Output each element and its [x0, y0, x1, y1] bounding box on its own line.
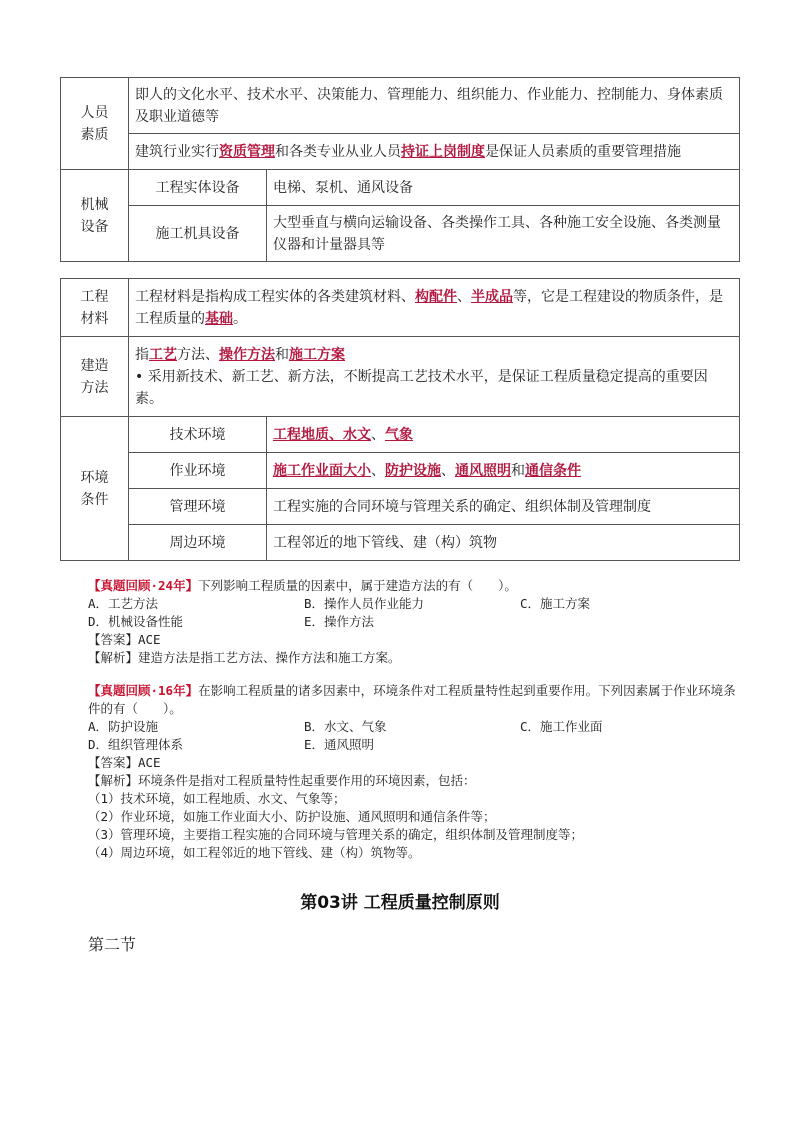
environment-sub-label: 技术环境: [129, 417, 267, 453]
option-d: D．组织管理体系: [88, 737, 184, 752]
highlight-components: 构配件: [415, 288, 457, 305]
machinery-sub-desc: 电梯、泵机、通风设备: [267, 170, 740, 206]
analysis-line: 【解析】环境条件是指对工程质量特性起重要作用的环境因素，包括：: [88, 773, 476, 788]
environment-sub-label: 周边环境: [129, 525, 267, 561]
methods-label: 建造 方法: [61, 337, 129, 417]
question-tag: 【真题回顾·16年】: [88, 683, 199, 698]
methods-bullet: • 采用新技术、新工艺、新方法，不断提高工艺技术水平，是保证工程质量稳定提高的重要因素。: [135, 368, 708, 407]
environment-sub-label: 管理环境: [129, 489, 267, 525]
option-b: B．水文、气象: [304, 719, 387, 734]
options-row: [88, 595, 748, 613]
highlight-construction-plan: 施工方案: [289, 346, 345, 363]
environment-sub-label: 作业环境: [129, 453, 267, 489]
option-e: E．操作方法: [304, 614, 375, 629]
answer: 【答案】ACE: [88, 632, 161, 647]
option-e: E．通风照明: [304, 737, 375, 752]
section-title: 第二节: [88, 935, 137, 954]
personnel-measures: 建筑行业实行资质管理和各类专业从业人员持证上岗制度是保证人员素质的重要管理措施: [129, 134, 740, 170]
highlight-process: 工艺: [149, 346, 177, 363]
personnel-label: 人员 素质: [61, 78, 129, 170]
option-b: B．操作人员作业能力: [304, 596, 425, 611]
analysis-line: （2）作业环境，如施工作业面大小、防护设施、通风照明和通信条件等；: [88, 809, 496, 824]
environment-sub-desc: 工程地质、水文、气象: [267, 417, 740, 453]
machinery-sub-desc: 大型垂直与横向运输设备、各类操作工具、各种施工安全设施、各类测量仪器和计量器具等: [267, 206, 740, 262]
options-row: [88, 718, 748, 736]
environment-sub-desc: 施工作业面大小、防护设施、通风照明和通信条件: [267, 453, 740, 489]
highlight-operation-method: 操作方法: [219, 346, 275, 363]
lecture-title: 第03讲 工程质量控制原则: [300, 893, 500, 913]
option-a: A．工艺方法: [88, 596, 159, 611]
methods-description: 指工艺方法、操作方法和施工方案 • 采用新技术、新工艺、新方法，不断提高工艺技术水平，是保证工程质量稳定提高的重要因素。: [129, 337, 740, 417]
machinery-label: 机械 设备: [61, 170, 129, 262]
machinery-sub-label: 工程实体设备: [129, 170, 267, 206]
highlight-qualification-management: 资质管理: [219, 143, 275, 160]
question-text: 下列影响工程质量的因素中，属于建造方法的有（ ）。: [198, 578, 517, 593]
environment-sub-desc: 工程邻近的地下管线、建（构）筑物: [267, 525, 740, 561]
environment-label: 环境 条件: [61, 417, 129, 561]
exam-question-16: [88, 682, 748, 862]
materials-description: 工程材料是指构成工程实体的各类建筑材料、构配件、半成品等，它是工程建设的物质条件，是工程质量的基础。: [129, 279, 740, 337]
question-text: 在影响工程质量的诸多因素中，环境条件对工程质量特性起到重要作用。下列因素属于作业环境条件的有（ ）。: [88, 683, 736, 716]
analysis: 【解析】建造方法是指工艺方法、操作方法和施工方案。: [88, 650, 401, 665]
highlight-semi-products: 半成品: [471, 288, 513, 305]
highlight-foundation: 基础: [205, 310, 233, 327]
answer: 【答案】ACE: [88, 755, 161, 770]
option-a: A．防护设施: [88, 719, 159, 734]
option-c: C．施工方案: [520, 596, 591, 611]
option-c: C．施工作业面: [520, 719, 603, 734]
analysis-line: （1）技术环境，如工程地质、水文、气象等；: [88, 791, 346, 806]
factors-table-materials-methods-environment: [60, 278, 740, 561]
personnel-description: 即人的文化水平、技术水平、决策能力、管理能力、组织能力、作业能力、控制能力、身体素质及职业道德等: [129, 78, 740, 134]
option-d: D．机械设备性能: [88, 614, 184, 629]
highlight-certification-system: 持证上岗制度: [401, 143, 485, 160]
question-tag: 【真题回顾·24年】: [88, 578, 199, 593]
environment-sub-desc: 工程实施的合同环境与管理关系的确定、组织体制及管理制度: [267, 489, 740, 525]
analysis-line: （4）周边环境，如工程邻近的地下管线、建（构）筑物等。: [88, 845, 421, 860]
analysis-line: （3）管理环境，主要指工程实施的合同环境与管理关系的确定，组织体制及管理制度等；: [88, 827, 584, 842]
options-row: [88, 613, 748, 631]
materials-label: 工程 材料: [61, 279, 129, 337]
exam-question-24: [88, 577, 748, 667]
factors-table-people-machinery: [60, 77, 740, 262]
options-row: [88, 736, 748, 754]
machinery-sub-label: 施工机具设备: [129, 206, 267, 262]
